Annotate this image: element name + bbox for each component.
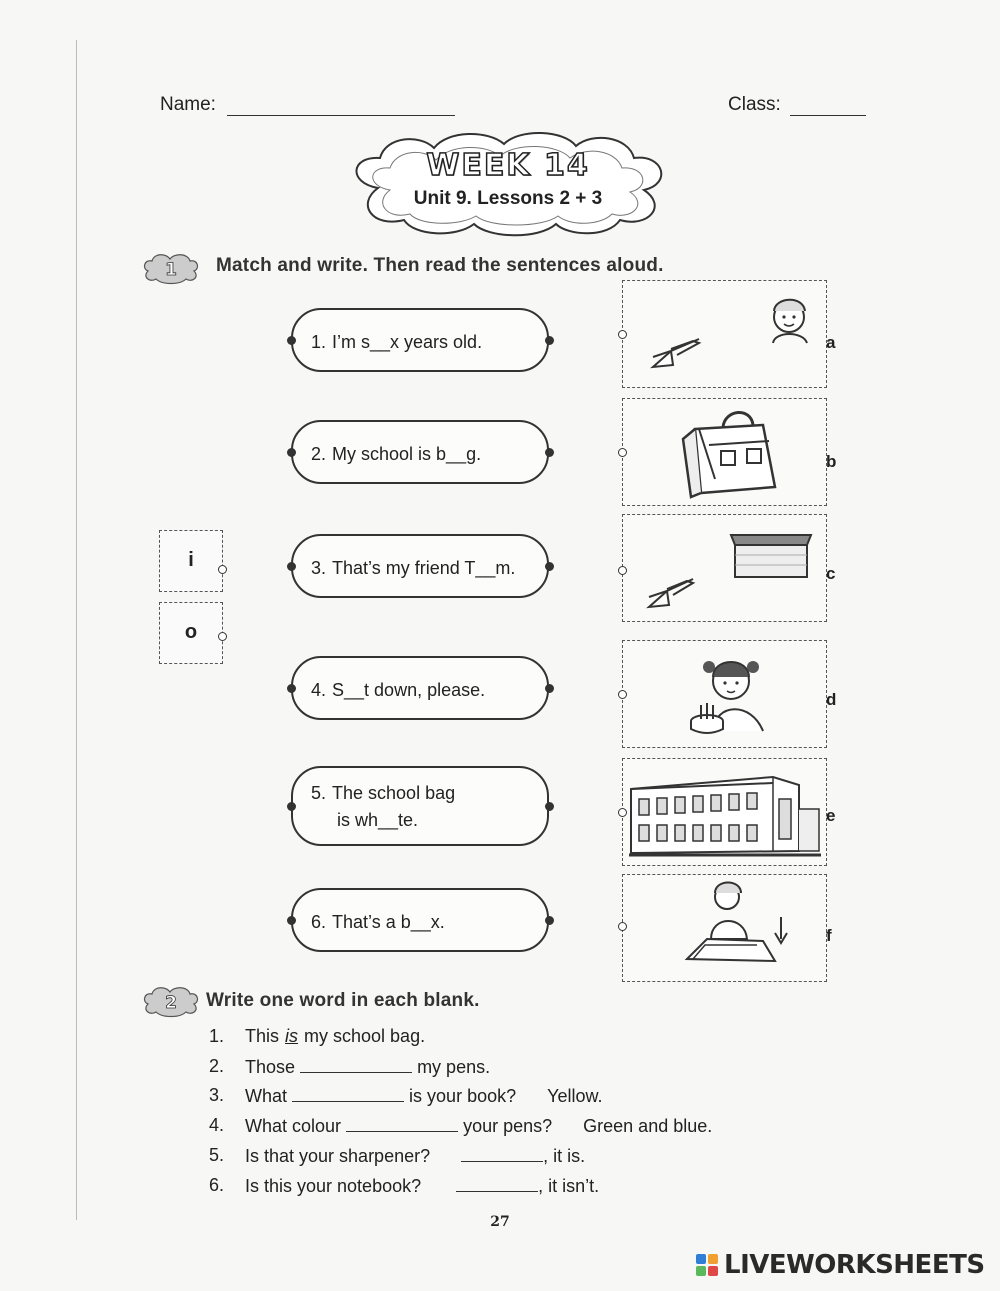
exercise-number: 4. (209, 1115, 225, 1135)
picture-dot[interactable] (618, 922, 627, 931)
sentence-pill-1[interactable] (291, 308, 549, 372)
brand-text: LIVEWORKSHEETS (724, 1250, 985, 1280)
sentence-text: That’s my friend T__m. (332, 558, 516, 578)
sentence-number: 5. (311, 783, 327, 803)
sentence-text: S__t down, please. (332, 680, 486, 700)
exercise-after: , it is. (543, 1146, 586, 1166)
picture-label-e: e (826, 806, 836, 825)
picture-label-b: b (826, 452, 837, 471)
picture-child-sitting (623, 875, 825, 980)
exercise-2 (245, 1056, 490, 1078)
exercise-1 (245, 1026, 425, 1047)
exercise-before: What (245, 1086, 288, 1106)
liveworksheets-logo[interactable] (696, 1250, 985, 1280)
section-1-number: 1 (165, 260, 177, 280)
match-dot[interactable] (545, 448, 554, 457)
exercise-before: Is that your sharpener? (245, 1146, 431, 1166)
picture-school-bag (623, 399, 825, 504)
exercise-4 (245, 1115, 712, 1137)
exercise-after: your pens? (463, 1116, 553, 1136)
class-field (728, 94, 866, 116)
section-2-number: 2 (165, 993, 177, 1013)
sentence-text-line-2: is wh__te. (337, 810, 419, 830)
picture-label-f: f (826, 926, 832, 945)
class-label: Class: (728, 94, 781, 115)
answer-blank[interactable] (461, 1145, 543, 1162)
sentence-number: 6. (311, 912, 327, 932)
exercise-before: This (245, 1026, 280, 1046)
exercise-after: my pens. (417, 1057, 491, 1077)
week-title: WEEK 14 (426, 148, 590, 183)
exercise-3 (245, 1085, 603, 1107)
exercise-number: 1. (209, 1026, 225, 1046)
match-dot[interactable] (287, 802, 296, 811)
picture-box-a[interactable] (622, 280, 827, 388)
sentence-text: My school is b__g. (332, 444, 482, 464)
match-dot[interactable] (545, 684, 554, 693)
class-blank[interactable] (790, 97, 866, 116)
picture-dot[interactable] (618, 330, 627, 339)
exercise-5 (245, 1145, 585, 1167)
exercise-number: 3. (209, 1085, 225, 1105)
match-dot[interactable] (545, 916, 554, 925)
example-answer: is (285, 1026, 299, 1046)
name-blank[interactable] (227, 97, 455, 116)
sentence-number: 1. (311, 332, 327, 352)
picture-box-f[interactable] (622, 874, 827, 982)
sentence-pill-6[interactable] (291, 888, 549, 952)
page-edge-line (76, 40, 77, 1220)
match-dot[interactable] (545, 336, 554, 345)
picture-box-c[interactable] (622, 514, 827, 622)
exercise-after: my school bag. (304, 1026, 426, 1046)
match-dot[interactable] (287, 684, 296, 693)
page-number: 27 (490, 1214, 510, 1230)
answer-blank[interactable] (300, 1056, 412, 1073)
sentence-pill-3[interactable] (291, 534, 549, 598)
picture-dot[interactable] (618, 690, 627, 699)
picture-label-a: a (826, 333, 836, 352)
sentence-text: That’s a b__x. (332, 912, 445, 932)
sentence-number: 3. (311, 558, 327, 578)
exercise-before: What colour (245, 1116, 342, 1136)
match-dot[interactable] (287, 336, 296, 345)
match-dot[interactable] (287, 448, 296, 457)
sentence-text-line-1: The school bag (332, 783, 456, 803)
letter-box-o[interactable]: o (159, 602, 223, 664)
picture-dot[interactable] (618, 448, 627, 457)
picture-box-b[interactable] (622, 398, 827, 506)
letter-box-i[interactable]: i (159, 530, 223, 592)
exercise-after: , it isn’t. (538, 1176, 600, 1196)
logo-icon (696, 1254, 718, 1276)
picture-label-d: d (826, 690, 837, 709)
sentence-pill-5[interactable] (291, 766, 549, 846)
picture-school-building (623, 759, 825, 864)
name-label: Name: (160, 94, 216, 115)
answer-blank[interactable] (456, 1175, 538, 1192)
section-2-badge (140, 984, 202, 1018)
exercise-answer: Yellow. (547, 1086, 603, 1106)
section-1-badge (140, 251, 202, 285)
picture-box-d[interactable] (622, 640, 827, 748)
exercise-6 (245, 1175, 599, 1197)
sentence-pill-4[interactable] (291, 656, 549, 720)
cloud-banner-shape (338, 128, 678, 238)
exercise-before: Is this your notebook? (245, 1176, 422, 1196)
answer-blank[interactable] (292, 1085, 404, 1102)
sentence-number: 4. (311, 680, 327, 700)
match-dot[interactable] (545, 802, 554, 811)
picture-box-pointing (623, 515, 825, 620)
letter-dot[interactable] (218, 632, 227, 641)
exercise-number: 2. (209, 1056, 225, 1076)
exercise-number: 5. (209, 1145, 225, 1165)
answer-blank[interactable] (346, 1115, 458, 1132)
exercise-before: Those (245, 1057, 296, 1077)
exercise-answer: Green and blue. (583, 1116, 713, 1136)
picture-dot[interactable] (618, 808, 627, 817)
sentence-text: I’m s__x years old. (332, 332, 483, 352)
match-dot[interactable] (287, 916, 296, 925)
sentence-number: 2. (311, 444, 327, 464)
exercise-after: is your book? (409, 1086, 517, 1106)
unit-title: Unit 9. Lessons 2 + 3 (413, 188, 603, 209)
exercise-number: 6. (209, 1175, 225, 1195)
picture-label-c: c (826, 564, 836, 583)
letter-dot[interactable] (218, 565, 227, 574)
section-1-instruction: Match and write. Then read the sentences aloud. (216, 255, 664, 276)
match-dot[interactable] (545, 562, 554, 571)
section-2-instruction: Write one word in each blank. (206, 990, 480, 1011)
picture-girl-birthday-cake (623, 641, 825, 746)
picture-dot[interactable] (618, 566, 627, 575)
sentence-pill-2[interactable] (291, 420, 549, 484)
picture-boy-pointing (623, 281, 825, 386)
match-dot[interactable] (287, 562, 296, 571)
picture-box-e[interactable] (622, 758, 827, 866)
name-field (160, 94, 455, 116)
